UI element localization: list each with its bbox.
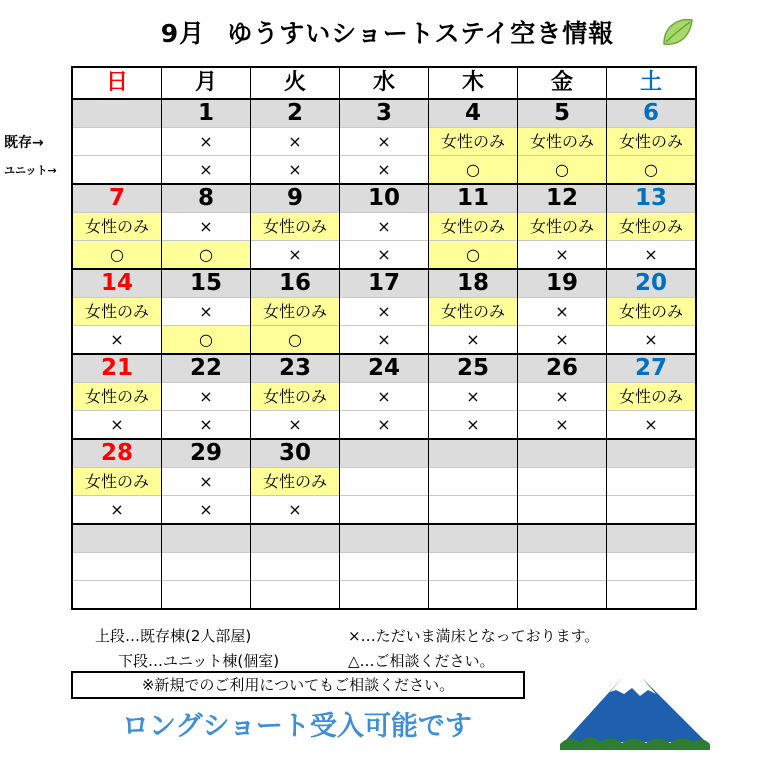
availability-calendar — [71, 66, 697, 610]
date-cell: 4 — [429, 99, 518, 128]
calendar-row-unit — [72, 156, 696, 185]
unit-status-cell: × — [518, 326, 607, 355]
unit-status-cell — [340, 581, 429, 610]
date-cell: 24 — [340, 354, 429, 383]
date-cell: 16 — [251, 269, 340, 298]
date-cell: 3 — [340, 99, 429, 128]
unit-status-cell — [518, 581, 607, 610]
mountain-illustration — [560, 664, 710, 750]
unit-status-cell — [72, 156, 162, 185]
kizon-status-cell: 女性のみ — [72, 298, 162, 326]
kizon-status-cell: 女性のみ — [518, 213, 607, 241]
weekday-header-row — [72, 67, 696, 99]
date-cell — [518, 524, 607, 553]
unit-status-cell: ○ — [162, 241, 251, 270]
unit-status-cell: × — [72, 496, 162, 525]
date-cell: 15 — [162, 269, 251, 298]
unit-status-cell — [72, 581, 162, 610]
side-label-kizon: 既存→ — [4, 135, 44, 151]
legend-upper: 上段…既存棟(2人部屋) — [95, 627, 252, 645]
kizon-status-cell: 女性のみ — [607, 128, 697, 156]
date-cell — [340, 439, 429, 468]
calendar-row-unit — [72, 581, 696, 610]
kizon-status-cell: × — [340, 298, 429, 326]
kizon-status-cell: 女性のみ — [72, 383, 162, 411]
unit-status-cell: × — [162, 411, 251, 440]
legend-lower: 下段…ユニット棟(個室) — [118, 652, 280, 670]
kizon-status-cell: 女性のみ — [429, 298, 518, 326]
kizon-status-cell — [429, 553, 518, 581]
kizon-status-cell — [162, 553, 251, 581]
calendar-row-unit — [72, 496, 696, 525]
unit-status-cell: ○ — [162, 326, 251, 355]
weekday-header: 土 — [607, 67, 697, 99]
kizon-status-cell: 女性のみ — [607, 298, 697, 326]
date-cell: 20 — [607, 269, 697, 298]
date-cell: 23 — [251, 354, 340, 383]
unit-status-cell: × — [429, 326, 518, 355]
kizon-status-cell — [607, 468, 697, 496]
unit-status-cell: × — [251, 241, 340, 270]
kizon-status-cell — [251, 553, 340, 581]
kizon-status-cell: × — [162, 213, 251, 241]
kizon-status-cell: 女性のみ — [251, 383, 340, 411]
kizon-status-cell: 女性のみ — [518, 128, 607, 156]
unit-status-cell — [518, 496, 607, 525]
side-label-unit: ユニット→ — [4, 164, 57, 177]
calendar-row-kizon — [72, 468, 696, 496]
unit-status-cell: ○ — [72, 241, 162, 270]
weekday-header: 金 — [518, 67, 607, 99]
kizon-status-cell: × — [340, 128, 429, 156]
kizon-status-cell: × — [429, 383, 518, 411]
unit-status-cell — [607, 496, 697, 525]
date-cell: 21 — [72, 354, 162, 383]
date-cell: 1 — [162, 99, 251, 128]
long-short-banner: ロングショート受入可能です — [122, 711, 472, 742]
calendar-row-days — [72, 354, 696, 383]
kizon-status-cell: 女性のみ — [251, 298, 340, 326]
kizon-status-cell — [340, 553, 429, 581]
kizon-status-cell — [518, 468, 607, 496]
unit-status-cell: ○ — [429, 156, 518, 185]
kizon-status-cell: × — [340, 213, 429, 241]
date-cell — [429, 524, 518, 553]
weekday-header: 水 — [340, 67, 429, 99]
kizon-status-cell: × — [340, 383, 429, 411]
calendar-row-kizon — [72, 213, 696, 241]
kizon-status-cell — [429, 468, 518, 496]
date-cell — [340, 524, 429, 553]
unit-status-cell: × — [340, 411, 429, 440]
unit-status-cell: × — [162, 496, 251, 525]
date-cell: 17 — [340, 269, 429, 298]
kizon-status-cell: 女性のみ — [72, 213, 162, 241]
unit-status-cell — [429, 581, 518, 610]
date-cell: 2 — [251, 99, 340, 128]
title-text: ゆうすいショートステイ空き情報 — [227, 19, 615, 48]
kizon-status-cell: 女性のみ — [607, 383, 697, 411]
kizon-status-cell — [72, 553, 162, 581]
date-cell — [162, 524, 251, 553]
kizon-status-cell — [518, 553, 607, 581]
unit-status-cell: × — [518, 241, 607, 270]
date-cell — [607, 439, 697, 468]
date-cell: 18 — [429, 269, 518, 298]
unit-status-cell: × — [429, 411, 518, 440]
date-cell: 19 — [518, 269, 607, 298]
date-cell — [607, 524, 697, 553]
unit-status-cell: × — [72, 326, 162, 355]
unit-status-cell — [607, 581, 697, 610]
date-cell: 22 — [162, 354, 251, 383]
unit-status-cell: × — [518, 411, 607, 440]
weekday-header: 日 — [72, 67, 162, 99]
kizon-status-cell: × — [518, 298, 607, 326]
kizon-status-cell: 女性のみ — [251, 213, 340, 241]
kizon-status-cell — [72, 128, 162, 156]
calendar-row-unit — [72, 411, 696, 440]
date-cell: 13 — [607, 184, 697, 213]
unit-status-cell: ○ — [518, 156, 607, 185]
legend-full: ×…ただいま満床となっております。 — [348, 627, 600, 645]
calendar-row-kizon — [72, 553, 696, 581]
legend-consult: △…ご相談ください。 — [348, 652, 495, 670]
unit-status-cell: × — [251, 156, 340, 185]
date-cell — [251, 524, 340, 553]
unit-status-cell: × — [607, 241, 697, 270]
unit-status-cell — [429, 496, 518, 525]
date-cell: 10 — [340, 184, 429, 213]
unit-status-cell: ○ — [429, 241, 518, 270]
date-cell: 8 — [162, 184, 251, 213]
page-title — [0, 14, 775, 50]
kizon-status-cell: × — [162, 468, 251, 496]
note-box: ※新規でのご利用についてもご相談ください。 — [71, 671, 525, 699]
unit-status-cell: × — [340, 156, 429, 185]
kizon-status-cell: 女性のみ — [251, 468, 340, 496]
calendar-row-days — [72, 439, 696, 468]
kizon-status-cell: 女性のみ — [429, 213, 518, 241]
calendar-row-days — [72, 99, 696, 128]
date-cell: 7 — [72, 184, 162, 213]
date-cell — [72, 99, 162, 128]
calendar-row-days — [72, 269, 696, 298]
date-cell: 14 — [72, 269, 162, 298]
date-cell: 12 — [518, 184, 607, 213]
unit-status-cell — [340, 496, 429, 525]
unit-status-cell — [162, 581, 251, 610]
unit-status-cell: × — [162, 156, 251, 185]
calendar-row-kizon — [72, 128, 696, 156]
title-month: 9月 — [160, 19, 206, 48]
kizon-status-cell: 女性のみ — [72, 468, 162, 496]
date-cell: 9 — [251, 184, 340, 213]
date-cell — [429, 439, 518, 468]
date-cell: 29 — [162, 439, 251, 468]
date-cell: 11 — [429, 184, 518, 213]
calendar-row-kizon — [72, 383, 696, 411]
kizon-status-cell: × — [518, 383, 607, 411]
kizon-status-cell: 女性のみ — [607, 213, 697, 241]
unit-status-cell: × — [607, 411, 697, 440]
date-cell: 28 — [72, 439, 162, 468]
date-cell — [518, 439, 607, 468]
kizon-status-cell: × — [162, 128, 251, 156]
weekday-header: 月 — [162, 67, 251, 99]
leaf-icon — [660, 14, 696, 50]
unit-status-cell: × — [340, 326, 429, 355]
calendar-row-unit — [72, 326, 696, 355]
unit-status-cell: × — [251, 411, 340, 440]
calendar-row-unit — [72, 241, 696, 270]
kizon-status-cell: × — [162, 298, 251, 326]
date-cell: 6 — [607, 99, 697, 128]
weekday-header: 木 — [429, 67, 518, 99]
unit-status-cell: × — [340, 241, 429, 270]
date-cell — [72, 524, 162, 553]
unit-status-cell: × — [72, 411, 162, 440]
date-cell: 27 — [607, 354, 697, 383]
unit-status-cell: ○ — [251, 326, 340, 355]
date-cell: 30 — [251, 439, 340, 468]
unit-status-cell: × — [251, 496, 340, 525]
weekday-header: 火 — [251, 67, 340, 99]
unit-status-cell — [251, 581, 340, 610]
date-cell: 26 — [518, 354, 607, 383]
calendar-row-days — [72, 184, 696, 213]
calendar-row-days — [72, 524, 696, 553]
date-cell: 5 — [518, 99, 607, 128]
unit-status-cell: ○ — [607, 156, 697, 185]
kizon-status-cell — [607, 553, 697, 581]
kizon-status-cell: × — [162, 383, 251, 411]
kizon-status-cell — [340, 468, 429, 496]
kizon-status-cell: × — [251, 128, 340, 156]
calendar-row-kizon — [72, 298, 696, 326]
kizon-status-cell: 女性のみ — [429, 128, 518, 156]
unit-status-cell: × — [607, 326, 697, 355]
date-cell: 25 — [429, 354, 518, 383]
